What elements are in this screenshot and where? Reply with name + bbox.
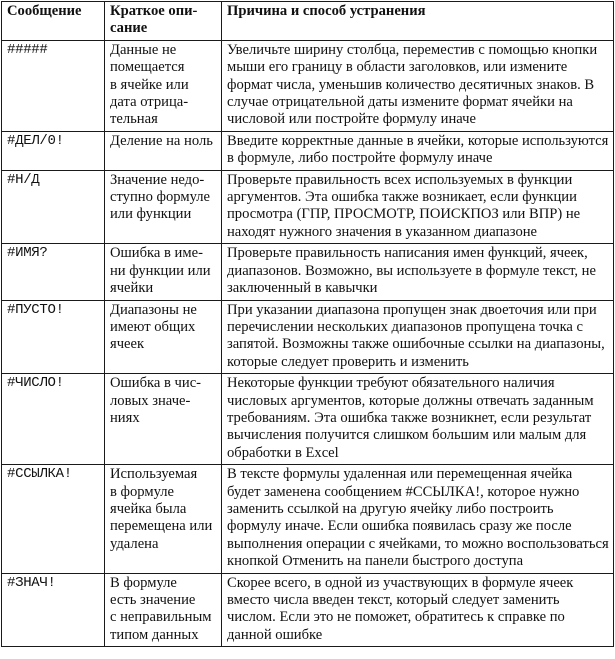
error-fix: Скорее всего, в одной из участвующих в формуле ячеек вместо числа введен текст, который следует заменить числом. Если это не поможет, обратитесь к справке по данной ошибке: [222, 573, 614, 647]
error-short-desc: Ошибка в чис- ловых значе- ниях: [105, 374, 222, 465]
table-row: [2, 465, 614, 573]
header-reason: Причина и способ устранения: [222, 2, 614, 41]
header-message: Сообщение: [2, 2, 105, 41]
error-short-desc: Значение недо- ступно формуле или функции: [105, 170, 222, 244]
error-fix: Введите корректные данные в ячейки, которые используются в формуле, либо постройте формулу иначе: [222, 131, 614, 170]
table-row: [2, 244, 614, 300]
error-code: #ИМЯ?: [2, 244, 105, 300]
table-row: [2, 300, 614, 374]
error-code: #ЗНАЧ!: [2, 573, 105, 647]
table-row: [2, 40, 614, 131]
error-short-desc: Данные не помещается в ячейке или дата отрица- тельная: [105, 40, 222, 131]
error-fix: При указании диапазона пропущен знак двоеточия или при перечислении нескольких диапазонов пропущена точка с запятой. Возможны также ошибочные ссылки на диапазоны, которые следует проверить и изменить: [222, 300, 614, 374]
error-short-desc: Используемая в формуле ячейка была перемещена или удалена: [105, 465, 222, 573]
error-fix: Увеличьте ширину столбца, переместив с помощью кнопки мыши его границу в области заголовков, или измените формат числа, уменьшив количество десятичных знаков. В случае отрицательной даты измените формат ячейки на числовой или постройте формулу иначе: [222, 40, 614, 131]
error-code: #ССЫЛКА!: [2, 465, 105, 573]
error-short-desc: Ошибка в име- ни функции или ячейки: [105, 244, 222, 300]
error-fix: Проверьте правильность написания имен функций, ячеек, диапазонов. Возможно, вы используете в формуле текст, не заключенный в кавычки: [222, 244, 614, 300]
error-short-desc: Диапазоны не имеют общих ячеек: [105, 300, 222, 374]
error-fix: Некоторые функции требуют обязательного наличия числовых аргументов, которые должны отвечать заданным требованиям. Эта ошибка также возникнет, если результат вычисления получится слишком большим или малым для обработки в Excel: [222, 374, 614, 465]
table-row: [2, 374, 614, 465]
error-code: #Н/Д: [2, 170, 105, 244]
error-code: #ЧИСЛО!: [2, 374, 105, 465]
error-code: #ПУСТО!: [2, 300, 105, 374]
error-fix: Проверьте правильность всех используемых в функции аргументов. Эта ошибка также возникает, если функции просмотра (ГПР, ПРОСМОТР, ПОИСКПОЗ или ВПР) не находят нужного значения в указанном диапазоне: [222, 170, 614, 244]
error-short-desc: Деление на ноль: [105, 131, 222, 170]
table-row: [2, 131, 614, 170]
header-short-desc: Краткое опи- сание: [105, 2, 222, 41]
error-short-desc: В формуле есть значение с неправильным типом данных: [105, 573, 222, 647]
error-fix: В тексте формулы удаленная или перемещенная ячейка будет заменена сообщением #ССЫЛКА!, которое нужно заменить ссылкой на другую ячейку либо построить формулу иначе. Если ошибка появилась сразу же после выполнения операции с ячейками, то можно воспользоваться кнопкой Отменить на панели быстрого доступа: [222, 465, 614, 573]
table-row: [2, 573, 614, 647]
error-messages-table: [1, 1, 614, 647]
header-row: [2, 2, 614, 41]
error-code: #####: [2, 40, 105, 131]
table-row: [2, 170, 614, 244]
error-code: #ДЕЛ/0!: [2, 131, 105, 170]
